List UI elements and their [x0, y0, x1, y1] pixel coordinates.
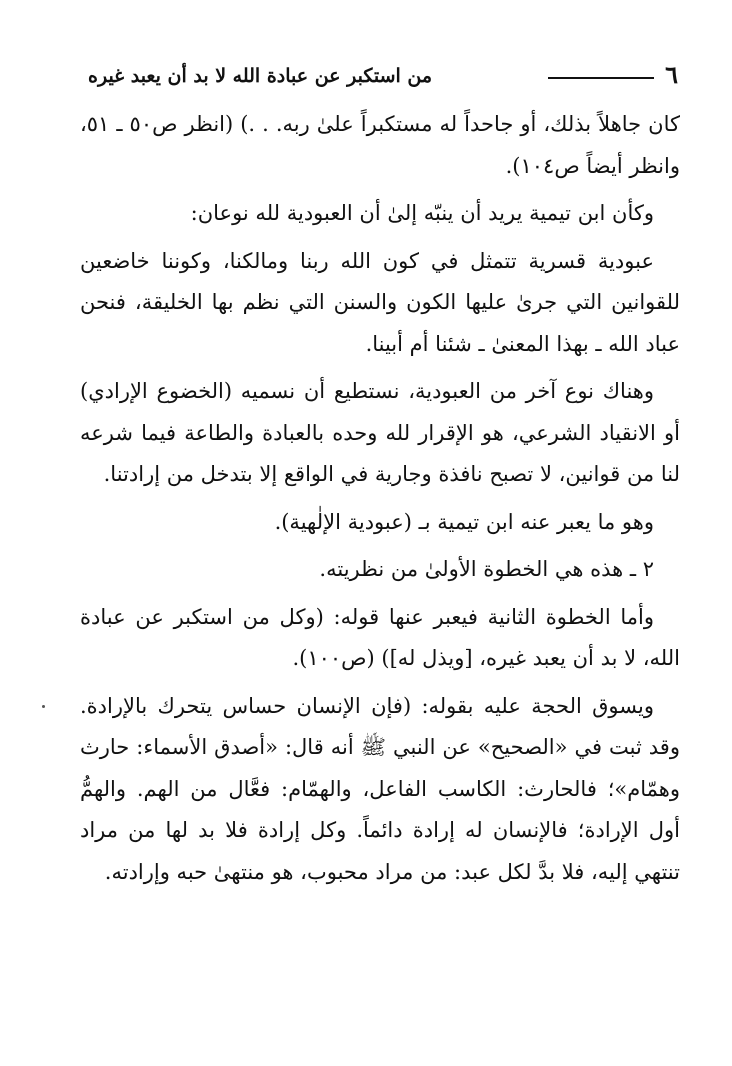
paragraph-argument: ويسوق الحجة عليه بقوله: (فإن الإنسان حساس يتحرك بالإرادة. وقد ثبت في «الصحيح» عن النبي ﷺ أنه قال: «أصدق الأسماء: حارث وهمّام»؛ فالحارث: الكاسب الفاعل، والهمّام: فعَّال من الهم. والهمُّ أول الإرادة؛ فالإنسان له إرادة دائماً. وكل إرادة فلا بد لها من مراد تنتهي إليه، فلا بدَّ لكل عبد: من مراد محبوب، هو منتهىٰ حبه وإرادته. — [80, 693, 680, 884]
paragraph-first-step: ٢ ـ هذه هي الخطوة الأولىٰ من نظريته. — [319, 557, 654, 581]
scan-speck — [42, 705, 45, 708]
page-number: ٦ — [665, 60, 678, 89]
paragraph-continuation: كان جاهلاً بذلك، أو جاحداً له مستكبراً علىٰ ربه. . .) (انظر ص٥٠ ـ ٥١، وانظر أيضاً ص١٠٤). — [80, 112, 680, 178]
paragraph-forced-servitude: عبودية قسرية تتمثل في كون الله ربنا ومالكنا، وكوننا خاضعين للقوانين التي جرىٰ عليها الكون والسنن التي نظم بها الخليقة، فنحن عباد الله ـ بهذا المعنىٰ ـ شئنا أم أبينا. — [80, 248, 680, 356]
page-header — [88, 60, 678, 98]
paragraph-second-step: وأما الخطوة الثانية فيعبر عنها قوله: (وكل من استكبر عن عبادة الله، لا بد أن يعبد غيره، [ويذل له]) (ص١٠٠). — [80, 604, 680, 670]
paragraph-voluntary-servitude: وهناك نوع آخر من العبودية، نستطيع أن نسميه (الخضوع الإرادي) أو الانقياد الشرعي، هو الإقرار لله وحده بالعبادة والطاعة فيما شرعه لنا من قوانين، لا تصبح نافذة وجارية في الواقع إلا بتدخل من إرادتنا. — [80, 379, 680, 486]
header-rule — [548, 77, 654, 79]
page-body — [80, 104, 680, 899]
paragraph-divinity-term: وهو ما يعبر عنه ابن تيمية بـ (عبودية الإلٰهية). — [274, 509, 654, 534]
paragraph-two-types: وكأن ابن تيمية يريد أن ينبّه إلىٰ أن العبودية لله نوعان: — [190, 201, 654, 225]
running-title: من استكبر عن عبادة الله لا بد أن يعبد غيره — [88, 65, 433, 87]
